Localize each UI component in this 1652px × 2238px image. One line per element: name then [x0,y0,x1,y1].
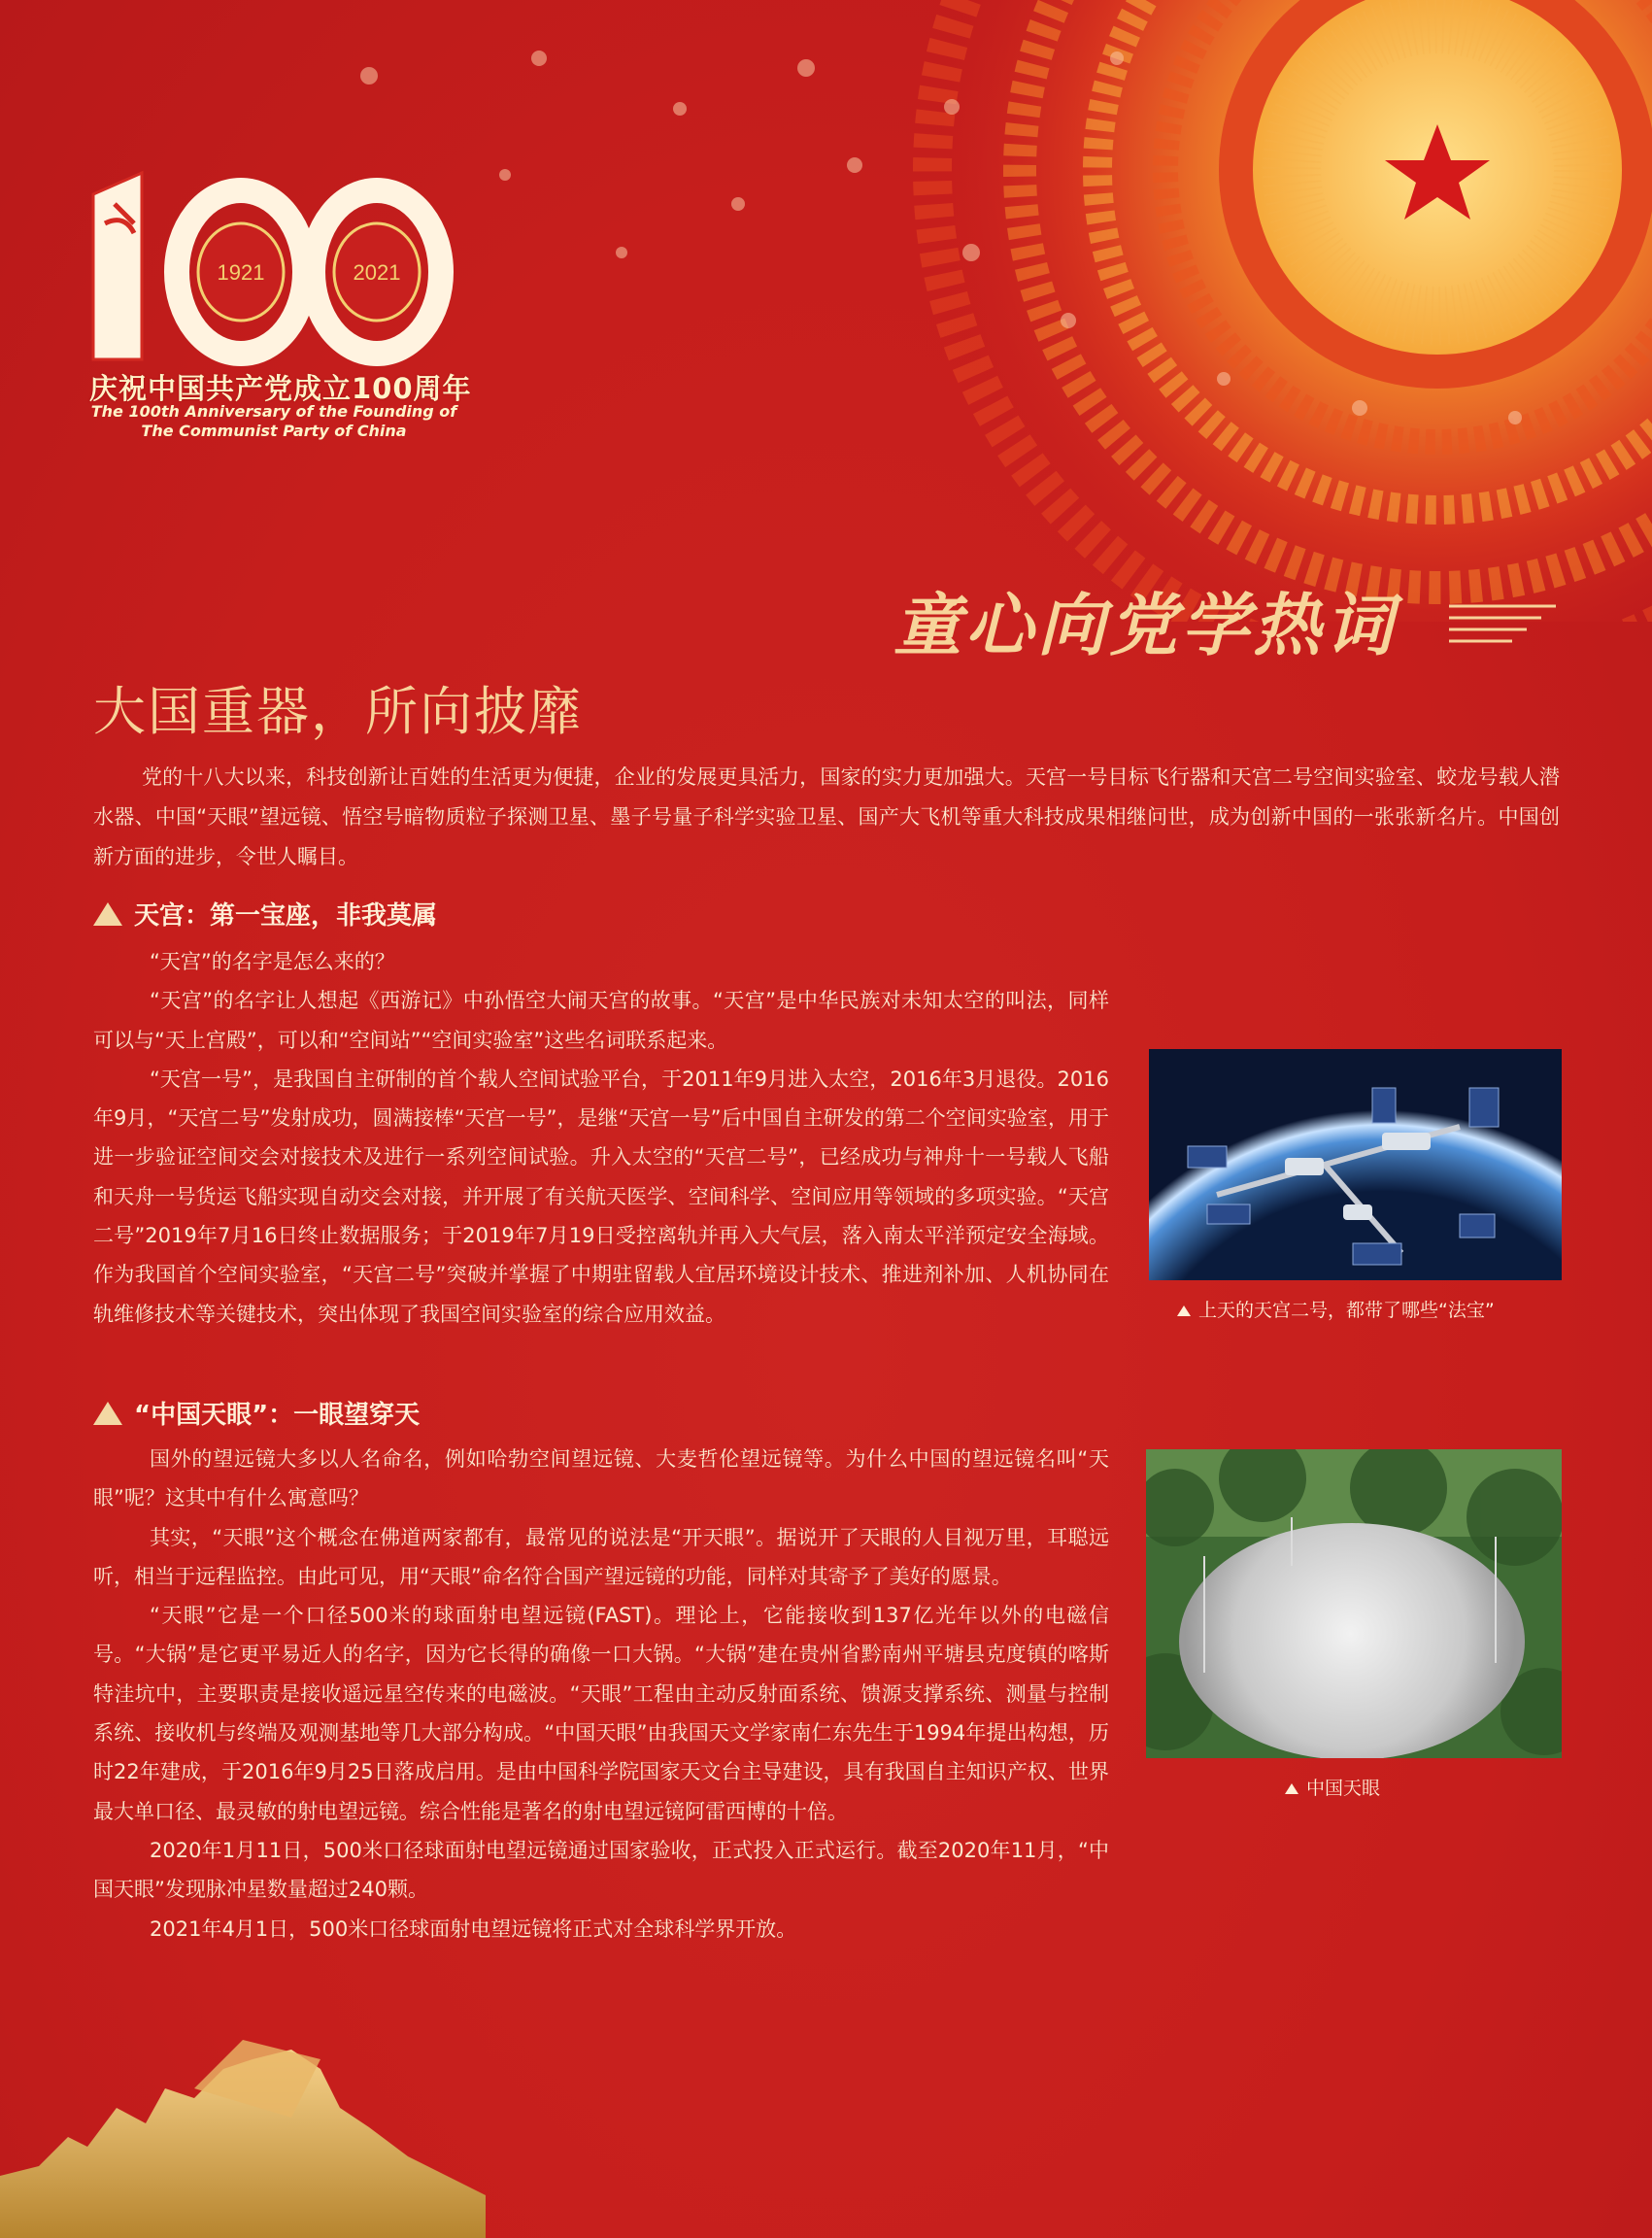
fast-caption: 中国天眼 [1285,1774,1380,1800]
intro-paragraph: 党的十八大以来，科技创新让百姓的生活更为便捷，企业的发展更具活力，国家的实力更加强大。天宫一号目标飞行器和天宫二号空间实验室、蛟龙号载人潜水器、中国“天眼”望远镜、悟空号暗物质粒子探测卫星、墨子号量子科学实验卫星、国产大飞机等重大科技成果相继问世，成为创新中国的一张张新名片。中国创新方面的进步，令世人瞩目。 [93,765,1560,868]
section1-paragraph: “天宫”的名字是怎么来的？ [150,950,395,973]
logo-cn-text: 庆祝中国共产党成立100周年 [89,372,472,405]
section-header: 童心向党学热词 [893,586,1397,665]
section2-paragraph: 2021年4月1日，500米口径球面射电望远镜将正式对全球科学界开放。 [150,1916,797,1941]
tiangong-photo [1149,1049,1562,1280]
section1-paragraph: “天宫”的名字让人想起《西游记》中孙悟空大闹天宫的故事。“天宫”是中华民族对未知太空的叫法，同样可以与“天上宫殿”，可以和“空间站”“空间实验室”这些名词联系起来。 [93,989,1109,1052]
section2-paragraph: 2020年1月11日，500米口径球面射电望远镜通过国家验收，正式投入正式运行。截至2020年11月，“中国天眼”发现脉冲星数量超过240颗。 [93,1838,1109,1902]
monument-decoration [0,2030,486,2238]
triangle-icon [93,902,122,926]
section1-heading: 天宫：第一宝座，非我莫属 [93,896,437,932]
section2-heading: “中国天眼”：一眼望穿天 [93,1395,420,1431]
triangle-icon [1177,1306,1191,1316]
section2-paragraph: “天眼”它是一个口径500米的球面射电望远镜(FAST)。理论上，它能接收到137亿光年以外的电磁信号。“大锅”是它更平易近人的名字，因为它长得的确像一口大锅。“大锅”建在贵州省黔南州平塘县克度镇的喀斯特洼坑中，主要职责是接收遥远星空传来的电磁波。“天眼”工程由主动反射面系统、馈源支撑系统、测量与控制系统、接收机与终端及观测基地等几大部分构成。“中国天眼”由我国天文学家南仁东先生于1994年提出构想，历时22年建成，于2016年9月25日落成启用。是由中国科学院国家天文台主导建设，具有我国自主知识产权、世界最大单口径、最灵敏的射电望远镜。综合性能是著名的射电望远镜阿雷西博的十倍。 [93,1604,1109,1823]
triangle-icon [1285,1783,1298,1794]
triangle-icon [93,1402,122,1425]
svg-text:2021: 2021 [353,260,401,285]
section1-paragraph: “天宫一号”，是我国自主研制的首个载人空间试验平台，于2011年9月进入太空，2016年3月退役。2016年9月，“天宫二号”发射成功，圆满接棒“天宫一号”，是继“天宫一号”后中国自主研发的第二个空间实验室，用于进一步验证空间交会对接技术及进行一系列空间试验。升入太空的“天宫二号”，已经成功与神舟十一号载人飞船和天舟一号货运飞船实现自动交会对接，并开展了有关航天医学、空间科学、空间应用等领域的多项实验。“天宫二号”2019年7月16日终止数据服务；于2019年7月19日受控离轨并再入大气层，落入南太平洋预定安全海域。作为我国首个空间实验室，“天宫二号”突破并掌握了中期驻留载人宜居环境设计技术、推进剂补加、人机协同在轨维修技术等关键技术，突出体现了我国空间实验室的综合应用效益。 [93,1067,1109,1326]
section2-paragraph: 国外的望远镜大多以人名命名，例如哈勃空间望远镜、大麦哲伦望远镜等。为什么中国的望远镜名叫“天眼”呢？这其中有什么寓意吗？ [93,1447,1109,1510]
main-title: 大国重器，所向披靡 [93,681,583,742]
logo-en-text: The 100th Anniversary of the Founding of The Communist Party of China [90,402,457,440]
section2-body [93,1440,1109,1949]
fast-telescope-photo [1146,1449,1562,1758]
section1-body [93,942,1109,1334]
svg-text:1921: 1921 [217,260,265,285]
tiangong-caption: 上天的天宫二号，都带了哪些“法宝” [1177,1296,1495,1322]
header-lines-decoration [1449,600,1556,647]
section2-paragraph: 其实，“天眼”这个概念在佛道两家都有，最常见的说法是“开天眼”。据说开了天眼的人目视万里，耳聪远听，相当于远程监控。由此可见，用“天眼”命名符合国产望远镜的功能，同样对其寄予了美好的愿景。 [93,1525,1109,1588]
